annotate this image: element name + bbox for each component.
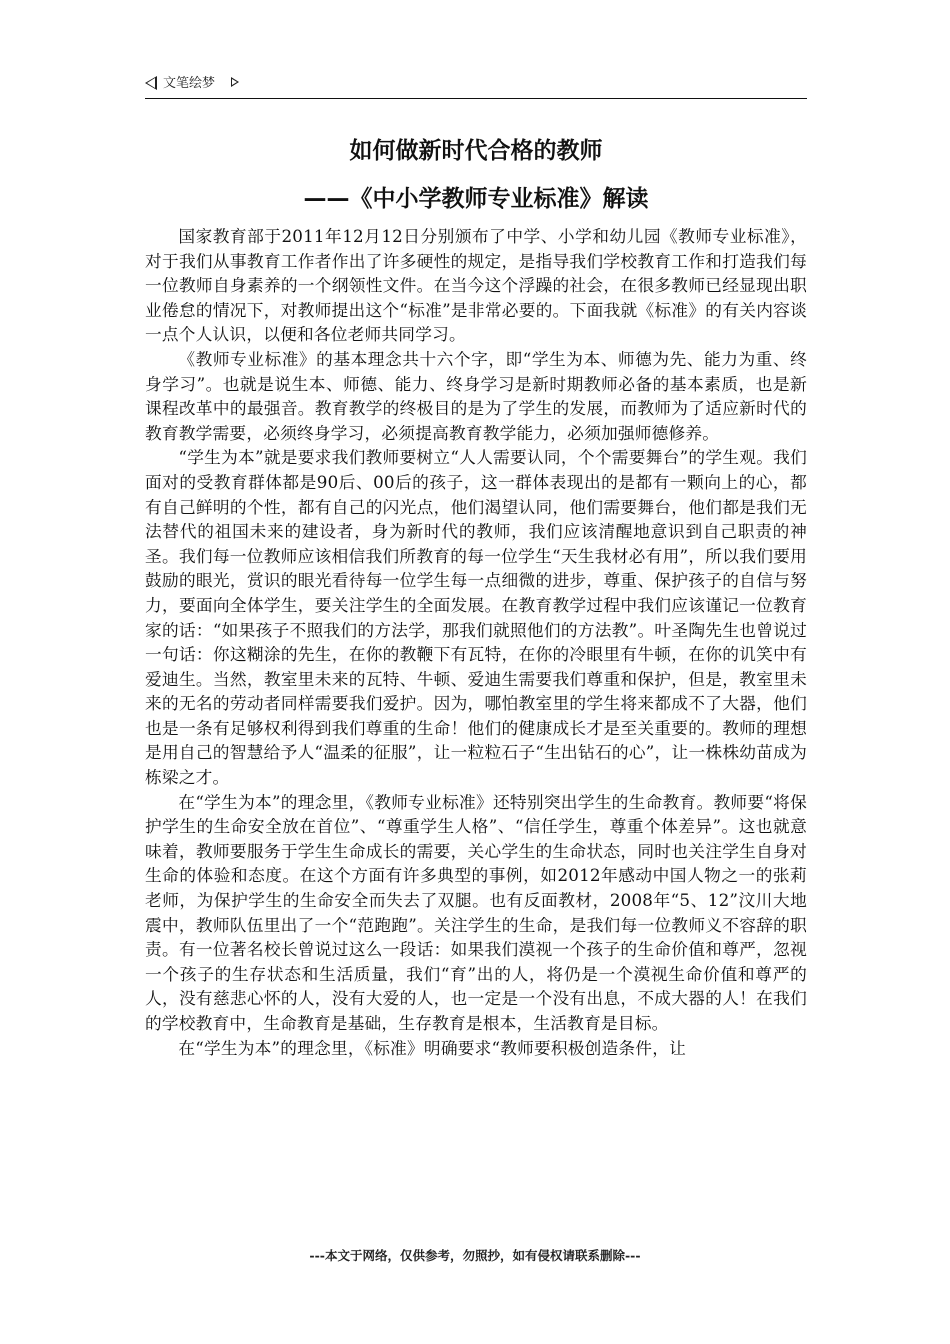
document-subtitle: ——《中小学教师专业标准》解读 xyxy=(303,186,649,212)
paragraph-3: “学生为本”就是要求我们教师要树立“人人需要认同，个个需要舞台”的学生观。我们面对的受教育群体都是90后、00后的孩子，这一群体表现出的是都有一颗向上的心，都有自己鲜明的个性，都有自己的闪光点，他们渴望认同，他们需要舞台，他们都是我们无法替代的祖国未来的建设者，身为新时代的教师，我们应该清醒地意识到自己职责的神圣。我们每一位教师应该相信我们所教育的每一位学生“天生我材必有用”，所以我们要用鼓励的眼光，赏识的眼光看待每一位学生每一点细微的进步，尊重、保护孩子的自信与努力，要面向全体学生，要关注学生的全面发展。在教育教学过程中我们应该谨记一位教育家的话：“如果孩子不照我们的方法学，那我们就照他们的方法教”。叶圣陶先生也曾说过一句话：你这糊涂的先生，在你的教鞭下有瓦特，在你的冷眼里有牛顿，在你的讥笑中有爱迪生。当然，教室里未来的瓦特、牛顿、爱迪生需要我们尊重和保护，但是，教室里未来的无名的劳动者同样需要我们爱护。因为，哪怕教室里的学生将来都成不了大器，他们也是一条有足够权利得到我们尊重的生命！他们的健康成长才是至关重要的。教师的理想是用自己的智慧给予人“温柔的征服”，让一粒粒石子“生出钻石的心”，让一株株幼苗成为栋梁之才。 xyxy=(145,447,807,788)
paragraph-1: 国家教育部于2011年12月12日分别颁布了中学、小学和幼儿园《教师专业标准》，对于我们从事教育工作者作出了许多硬性的规定，是指导我们学校教育工作和打造我们每一位教师自身素养的一个纲领性文件。在当今这个浮躁的社会，在很多教师已经显现出职业倦怠的情况下，对教师提出这个“标准”是非常必要的。下面我就《标准》的有关内容谈一点个人认识，以便和各位老师共同学习。 xyxy=(145,226,807,345)
page-header xyxy=(145,74,807,98)
footer-disclaimer: ---本文于网络，仅供参考，勿照抄，如有侵权请联系删除--- xyxy=(309,1248,641,1263)
paragraph-2: 《教师专业标准》的基本理念共十六个字，即“学生为本、师德为先、能力为重、终身学习”。也就是说生本、师德、能力、终身学习是新时期教师必备的基本素质，也是新课程改革中的最强音。教育教学的终极目的是为了学生的发展，而教师为了适应新时代的教育教学需要，必须终身学习，必须提高教育教学能力，必须加强师德修养。 xyxy=(145,348,807,443)
triangle-right-outline-icon xyxy=(231,77,239,87)
header-brand: 文笔绘梦 xyxy=(163,76,216,91)
document-title: 如何做新时代合格的教师 xyxy=(349,138,603,164)
triangle-left-outline-icon xyxy=(145,76,157,90)
document-body xyxy=(145,224,807,1060)
paragraph-4: 在“学生为本”的理念里，《教师专业标准》还特别突出学生的生命教育。教师要“将保护学生的生命安全放在首位”、“尊重学生人格”、“信任学生，尊重个体差异”。这也就意味着，教师要服务于学生生命成长的需要，关心学生的生命状态，同时也关注学生自身对生命的体验和态度。在这个方面有许多典型的事例，如2012年感动中国人物之一的张莉老师，为保护学生的生命安全而失去了双腿。也有反面教材，2008年“5、12”汶川大地震中，教师队伍里出了一个“范跑跑”。关注学生的生命，是我们每一位教师义不容辞的职责。有一位著名校长曾说过这么一段话：如果我们漠视一个孩子的生命价值和尊严，忽视一个孩子的生存状态和生活质量，我们“育”出的人，将仍是一个漠视生命价值和尊严的人，没有慈悲心怀的人，没有大爱的人，也一定是一个没有出息，不成大器的人！在我们的学校教育中，生命教育是基础，生存教育是根本，生活教育是目标。 xyxy=(145,791,807,1033)
header-divider xyxy=(145,98,807,99)
paragraph-5: 在“学生为本”的理念里，《标准》明确要求“教师要积极创造条件，让 xyxy=(178,1037,686,1058)
